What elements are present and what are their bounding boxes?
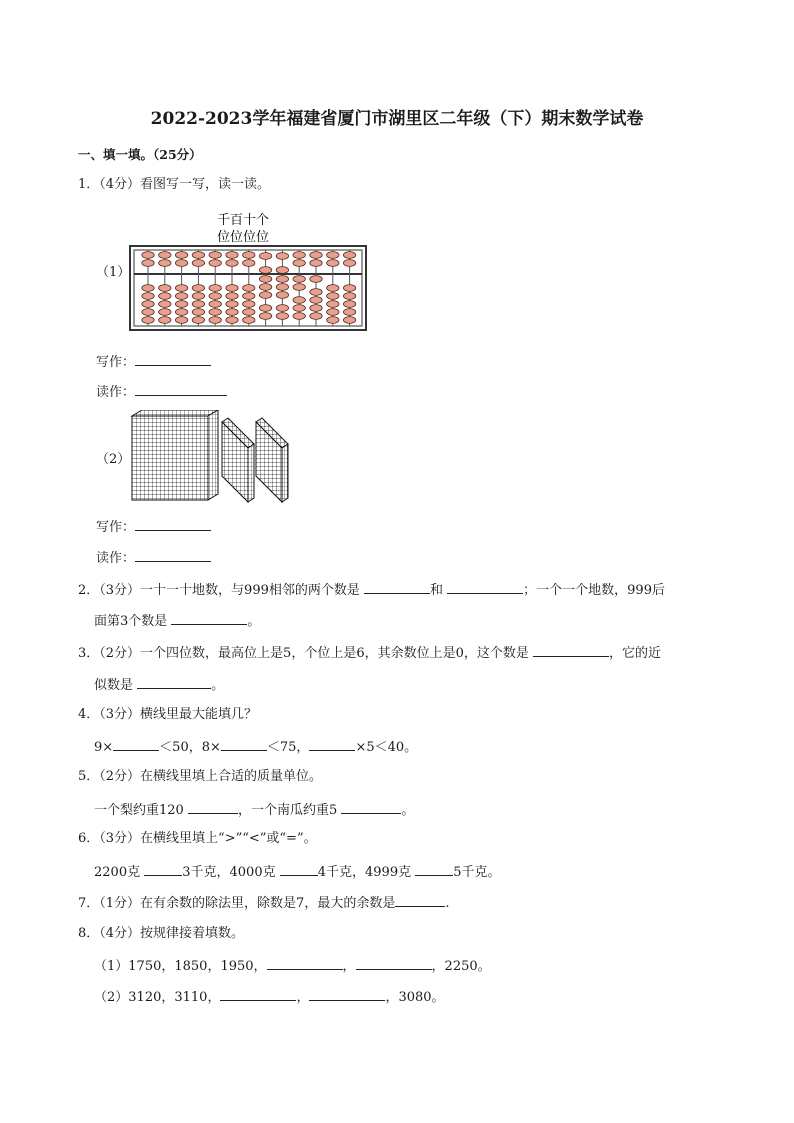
abacus-bead (259, 267, 271, 274)
answer-blank[interactable] (135, 517, 211, 531)
abacus-bead (293, 313, 305, 320)
abacus-bead (192, 285, 204, 292)
abacus-bead (310, 252, 322, 259)
question-2-line1: 2．（3分）一十一十地数，与999相邻的两个数是 和 ；一个一个地数，999后 (78, 580, 665, 600)
abacus-bead (175, 309, 187, 316)
abacus-bead (226, 301, 238, 308)
answer-blank[interactable] (113, 737, 159, 751)
abacus-bead (310, 313, 322, 320)
question-4-body: 9× ＜50，8× ＜75， ×5＜40。 (94, 737, 417, 757)
question-5-body: 一个梨约重120 ，一个南瓜约重5 。 (94, 800, 414, 820)
answer-blank[interactable] (188, 800, 238, 814)
abacus-bead (310, 276, 322, 283)
abacus-bead (327, 317, 339, 324)
abacus-bead (209, 252, 221, 259)
answer-blank[interactable] (309, 987, 385, 1001)
read-label: 读作： (96, 551, 136, 566)
abacus-bead (142, 309, 154, 316)
thousand-cube (132, 410, 218, 500)
answer-blank[interactable] (135, 548, 211, 562)
abacus-bead (159, 260, 171, 267)
abacus-bead (276, 284, 288, 291)
question-5-stem: 5．（2分）在横线里填上合适的质量单位。 (78, 769, 323, 784)
abacus-bead (175, 301, 187, 308)
abacus-bead (159, 317, 171, 324)
abacus-bead (310, 289, 322, 296)
abacus-bead (192, 260, 204, 267)
answer-blank[interactable] (280, 862, 318, 876)
abacus-bead (159, 301, 171, 308)
question-4-stem: 4．（3分）横线里最大能填几？ (78, 707, 258, 722)
abacus-bead (243, 252, 255, 259)
abacus-bead (343, 293, 355, 300)
abacus-header-row2: 位位位位 (216, 230, 270, 245)
abacus-bead (259, 276, 271, 283)
abacus-bead (293, 284, 305, 291)
abacus-bead (259, 292, 271, 299)
abacus-bead (209, 260, 221, 267)
question-6-body: 2200克 3千克，4000克 4千克，4999克 5千克。 (94, 862, 501, 882)
answer-blank[interactable] (171, 611, 247, 625)
abacus-bead (209, 317, 221, 324)
abacus-bead (259, 313, 271, 320)
write-label: 写作： (96, 355, 136, 370)
abacus-bead (175, 317, 187, 324)
abacus-header-row1: 千百十个 (216, 213, 270, 228)
abacus-bead (175, 252, 187, 259)
base-ten-blocks-figure (128, 410, 296, 508)
abacus-bead (310, 305, 322, 312)
abacus-bead (175, 285, 187, 292)
abacus-bead (209, 293, 221, 300)
abacus-bead (310, 297, 322, 304)
abacus-bead (192, 309, 204, 316)
answer-blank[interactable] (447, 580, 523, 594)
question-3-line2: 似数是 。 (94, 675, 224, 695)
abacus-bead (276, 253, 288, 260)
section-heading-1: 一、填一填。（25分） (78, 147, 202, 162)
answer-blank[interactable] (135, 382, 227, 396)
question-2-line2: 面第3个数是 。 (94, 611, 260, 631)
q1-write-label (96, 352, 211, 372)
abacus-bead (159, 309, 171, 316)
abacus-bead (259, 253, 271, 260)
abacus-bead (175, 293, 187, 300)
question-6-stem: 6．（3分）在横线里填上“>”“<”或“=”。 (78, 831, 317, 846)
abacus-bead (159, 252, 171, 259)
abacus-bead (159, 293, 171, 300)
abacus-bead (343, 317, 355, 324)
abacus-bead (243, 260, 255, 267)
answer-blank[interactable] (220, 987, 296, 1001)
abacus-bead (293, 252, 305, 259)
hundred-flat (256, 418, 288, 502)
question-3-line1: 3．（2分）一个四位数，最高位上是5，个位上是6，其余数位上是0，这个数是 ，它的近 (78, 643, 661, 663)
abacus-bead (327, 293, 339, 300)
question-7: 7．（1分）在有余数的除法里，除数是7，最大的余数是 . (78, 893, 449, 913)
answer-blank[interactable] (267, 956, 343, 970)
abacus-bead (209, 301, 221, 308)
abacus-bead (293, 276, 305, 283)
abacus-bead (243, 285, 255, 292)
abacus-bead (142, 293, 154, 300)
abacus-bead (276, 305, 288, 312)
q1-part2-label: （2） (96, 452, 131, 467)
page-title: 2022-2023学年福建省厦门市湖里区二年级（下）期末数学试卷 (150, 109, 644, 129)
abacus-bead (276, 276, 288, 283)
answer-blank[interactable] (364, 580, 430, 594)
answer-blank[interactable] (221, 737, 267, 751)
abacus-bead (226, 317, 238, 324)
abacus-bead (209, 309, 221, 316)
abacus-bead (192, 301, 204, 308)
answer-blank[interactable] (395, 893, 445, 907)
abacus-bead (175, 260, 187, 267)
abacus-bead (226, 252, 238, 259)
abacus-bead (276, 313, 288, 320)
abacus-bead (159, 285, 171, 292)
abacus-bead (142, 285, 154, 292)
abacus-bead (226, 285, 238, 292)
answer-blank[interactable] (309, 737, 355, 751)
q1-read-label (96, 382, 227, 402)
abacus-bead (192, 317, 204, 324)
abacus-bead (243, 293, 255, 300)
abacus-bead (327, 309, 339, 316)
abacus-bead (343, 309, 355, 316)
abacus-bead (192, 293, 204, 300)
answer-blank[interactable] (415, 862, 453, 876)
abacus-bead (226, 293, 238, 300)
abacus-bead (310, 260, 322, 267)
q1-read-label-2 (96, 548, 211, 568)
q1-write-label-2 (96, 517, 211, 537)
write-label: 写作： (96, 520, 136, 535)
question-8-part1: （1）1750，1850，1950， ， ，2250。 (94, 956, 491, 976)
abacus-bead (259, 305, 271, 312)
abacus-bead (226, 260, 238, 267)
abacus-bead (259, 284, 271, 291)
abacus-bead (276, 292, 288, 299)
abacus-bead (343, 285, 355, 292)
abacus-bead (293, 260, 305, 267)
abacus-bead (226, 309, 238, 316)
abacus-bead (327, 260, 339, 267)
abacus-bead (343, 260, 355, 267)
abacus-bead (142, 301, 154, 308)
abacus-bead (327, 285, 339, 292)
question-8-part2: （2）3120，3110， ， ，3080。 (94, 987, 445, 1007)
question-8-stem: 8．（4分）按规律接着填数。 (78, 926, 245, 941)
hundred-flat (222, 418, 254, 502)
abacus-bead (293, 305, 305, 312)
answer-blank[interactable] (533, 643, 609, 657)
read-label: 读作： (96, 385, 136, 400)
abacus-bead (327, 301, 339, 308)
abacus-bead (243, 301, 255, 308)
abacus-figure (128, 208, 370, 332)
q1-part1-label: （1） (96, 265, 131, 280)
answer-blank[interactable] (144, 862, 182, 876)
abacus-bead (142, 260, 154, 267)
answer-blank[interactable] (137, 675, 211, 689)
abacus-bead (192, 252, 204, 259)
question-1-stem: 1．（4分）看图写一写，读一读。 (78, 177, 271, 192)
abacus-bead (142, 317, 154, 324)
answer-blank[interactable] (135, 352, 211, 366)
abacus-bead (209, 285, 221, 292)
abacus-bead (343, 301, 355, 308)
abacus-bead (276, 267, 288, 274)
abacus-bead (327, 252, 339, 259)
abacus-bead (343, 252, 355, 259)
abacus-bead (293, 297, 305, 304)
answer-blank[interactable] (341, 800, 401, 814)
abacus-bead (142, 252, 154, 259)
abacus-bead (243, 317, 255, 324)
answer-blank[interactable] (356, 956, 432, 970)
abacus-bead (243, 309, 255, 316)
